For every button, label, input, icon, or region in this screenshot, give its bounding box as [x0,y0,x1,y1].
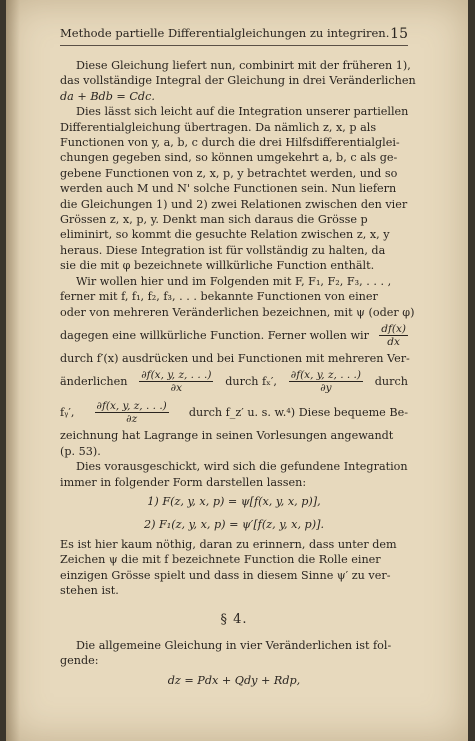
equation-1: 1) F(z, y, x, p) = ψ[f(x, y, x, p)], [147,494,321,508]
text-line: oder von mehreren Veränderlichen bezeichnen, mit ψ (oder φ) [60,305,415,319]
text-line: einzigen Grösse spielt und dass in diesem Sinne ψ′ zu ver- [60,568,391,582]
text-line: chungen gegeben sind, so können umgekehrt a, b, c als ge- [60,151,398,165]
text-line: Wir wollen hier und im Folgenden mit F, F₁, F₂, F₃, . . . , [76,274,392,288]
text-line: heraus. Diese Integration ist für vollständig zu halten, da [60,243,386,257]
fraction-numerator: ∂f(x, y, z, . . .) [290,369,361,382]
text-line: stehen ist. [60,583,119,597]
text-line: eliminirt, so kommt die gesuchte Relation zwischen z, x, y [60,228,390,242]
text-line: gende: [60,654,99,668]
fraction-numerator: df(x) [381,322,406,335]
text-segment: durch fₓ′, [225,375,277,389]
fraction-denominator: dx [387,335,400,348]
text-line: (p. 53). [60,444,101,458]
page-body [60,58,416,692]
text-line: zeichnung hat Lagrange in seinen Vorlesungen angewandt [60,429,394,443]
text-segment: änderlichen [60,375,128,389]
text-line: Differentialgleichung übertragen. Da nämlich z, x, p als [60,120,377,134]
page-spine-shadow [6,0,20,741]
fraction-partial-z [95,400,169,425]
text-line: immer in folgender Form darstellen lassen: [60,475,307,489]
text-line: Dies vorausgeschickt, wird sich die gefundene Integration [76,460,408,474]
text-line: Dies lässt sich leicht auf die Integration unserer partiellen [76,105,409,119]
fraction-denominator: ∂y [320,382,332,395]
book-page [6,0,468,741]
text-line: ferner mit f, f₁, f₂, f₃, . . . bekannte Functionen von einer [60,290,378,304]
text-line [60,397,408,428]
fraction-numerator: ∂f(x, y, z, . . .) [96,400,167,413]
text-segment: durch [374,375,408,389]
fraction-partial-y [289,369,363,394]
text-line: durch f′(x) ausdrücken und bei Functionen mit mehreren Ver- [60,351,410,365]
fraction-numerator: ∂f(x, y, z, . . .) [141,369,212,382]
text-line: die Gleichungen 1) und 2) zwei Relationen zwischen den vier [60,197,408,211]
text-line: Diese Gleichung liefert nun, combinirt mit der früheren 1), [76,59,411,72]
fraction-denominator: ∂x [170,382,183,395]
text-line: das vollständige Integral der Gleichung in drei Veränderlichen [60,74,416,88]
text-segment: dagegen eine willkürliche Function. Ferner wollen wir [60,328,369,342]
text-line: werden auch M und N' solche Functionen sein. Nun liefern [60,182,397,196]
fraction-denominator: ∂z [126,413,138,426]
section-heading: § 4. [220,612,248,628]
text-line: sie die mit φ bezeichnete willkürliche Function enthält. [60,259,375,273]
equation-2: 2) F₁(z, y, x, p) = ψ′[f(z, y, x, p)]. [143,518,325,532]
running-header [60,26,408,46]
text-line: Zeichen ψ die mit f bezeichnete Function die Rolle einer [60,553,381,567]
text-line: Functionen von y, a, b, c durch die drei Hilfsdifferentialglei- [60,136,400,150]
text-line: Es ist hier kaum nöthig, daran zu erinnern, dass unter dem [60,537,397,551]
text-line: da + Bdb = Cdc. [60,89,155,103]
text-line: gebene Functionen von z, x, p, y betrachtet werden, und so [60,166,398,180]
fraction-df-dx [379,323,408,348]
running-title: Methode partielle Differentialgleichungen zu integriren. [60,26,390,40]
text-line: Die allgemeine Gleichung in vier Veränderlichen ist fol- [76,638,392,652]
equation-3: dz = Pdx + Qdy + Rdp, [167,673,301,687]
text-segment: durch f_z′ u. s. w.⁴) Diese bequeme Be- [188,406,408,420]
text-segment: fᵧ′, [60,406,75,420]
text-line [60,320,408,351]
text-line [60,366,408,397]
fraction-partial-x [139,369,213,394]
text-line: Grössen z, x, p, y. Denkt man sich daraus die Grösse p [60,213,368,227]
page-number: 15 [390,26,408,42]
